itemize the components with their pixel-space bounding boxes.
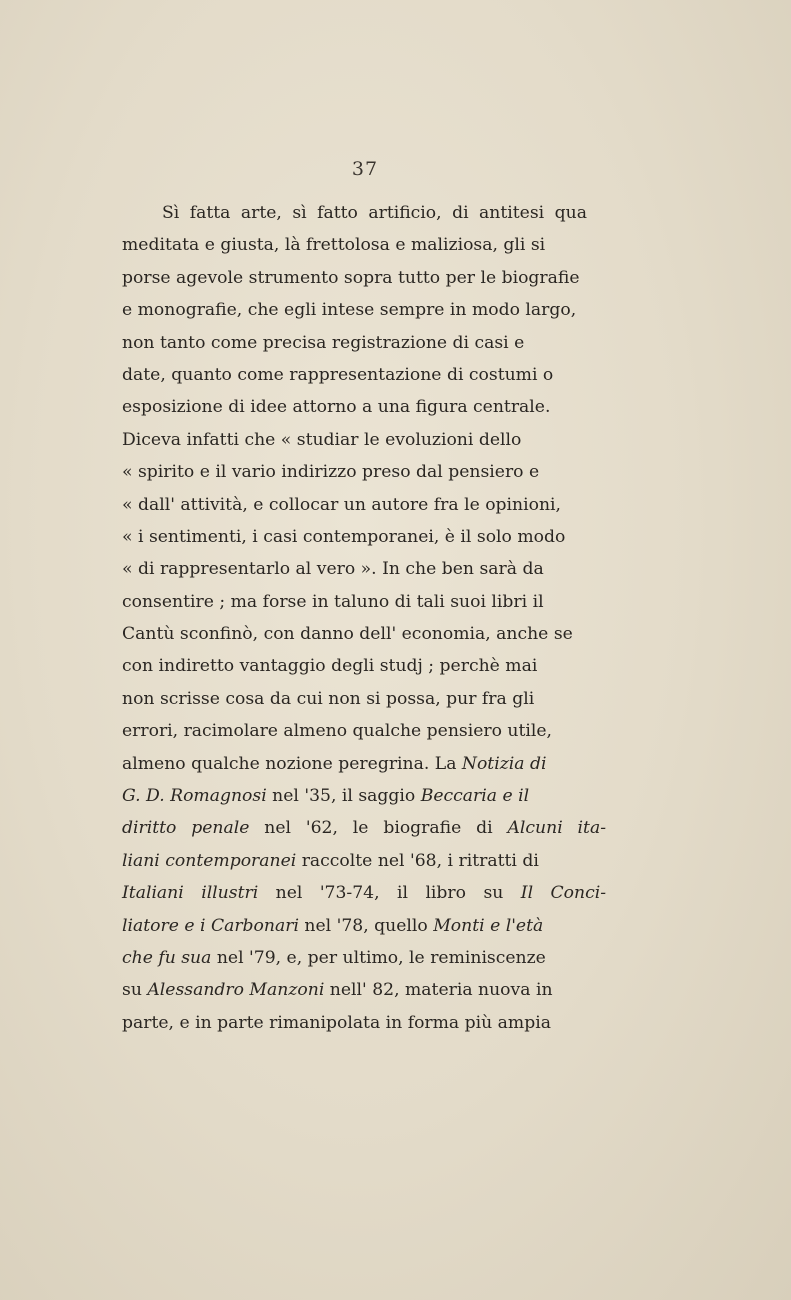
text-segment: « spirito e il vario indirizzo preso dal pensiero e: [122, 462, 540, 483]
body-text: [122, 197, 606, 1039]
text-line: [122, 586, 606, 618]
text-line: [122, 391, 606, 423]
page-number: 37: [351, 158, 379, 180]
text-line: [122, 229, 606, 261]
text-line: [122, 683, 606, 715]
text-line: [122, 942, 606, 974]
text-segment: nell' 82, materia nuova in: [324, 980, 553, 1001]
text-segment: « di rappresentarlo al vero ». In che ben sarà da: [122, 559, 544, 580]
text-segment: nel '79, e, per ultimo, le reminiscenze: [211, 947, 546, 968]
text-line: [122, 521, 606, 553]
italic-text: diritto penale: [122, 818, 250, 839]
text-segment: errori, racimolare almeno qualche pensiero utile,: [122, 721, 553, 742]
text-segment: esposizione di idee attorno a una figura centrale.: [122, 397, 551, 418]
text-line: [122, 618, 606, 650]
text-segment: Cantù sconfinò, con danno dell' economia, anche se: [122, 624, 573, 645]
italic-text: Monti e l'età: [433, 915, 544, 936]
italic-text: Alessandro Manzoni: [147, 980, 325, 1001]
italic-text: liani contemporanei: [122, 850, 297, 871]
text-line: [122, 910, 606, 942]
text-line: [122, 748, 606, 780]
text-line: [122, 845, 606, 877]
text-segment: almeno qualche nozione peregrina. La: [122, 753, 462, 774]
text-segment: non scrisse cosa da cui non si possa, pur fra gli: [122, 688, 535, 709]
text-line: [122, 715, 606, 747]
text-segment: porse agevole strumento sopra tutto per le biografie: [122, 267, 580, 288]
italic-text: Italiani illustri: [122, 883, 259, 904]
text-line: [122, 812, 606, 844]
text-line: [122, 359, 606, 391]
text-line: [122, 650, 606, 682]
text-line: [122, 197, 606, 229]
text-segment: nel '62, le biografie di: [249, 818, 508, 839]
text-segment: non tanto come precisa registrazione di casi e: [122, 332, 525, 353]
text-segment: e monografie, che egli intese sempre in modo largo,: [122, 300, 577, 321]
text-segment: nel '35, il saggio: [266, 786, 421, 807]
italic-text: liatore e i Carbonari: [122, 915, 299, 936]
text-line: [122, 489, 606, 521]
text-line: [122, 424, 606, 456]
italic-text: Beccaria e il: [420, 786, 530, 807]
text-line: [122, 780, 606, 812]
text-segment: consentire ; ma forse in taluno di tali suoi libri il: [122, 591, 544, 612]
text-line: [122, 327, 606, 359]
text-segment: Sì fatta arte, sì fatto artificio, di antitesi qua: [162, 203, 587, 223]
text-line: [122, 456, 606, 488]
text-segment: Diceva infatti che « studiar le evoluzioni dello: [122, 429, 522, 450]
text-line: [122, 262, 606, 294]
text-line: [122, 877, 606, 909]
text-segment: meditata e giusta, là frettolosa e maliziosa, gli si: [122, 235, 546, 256]
italic-text: Alcuni ita-: [507, 818, 607, 839]
text-segment: su: [122, 980, 148, 1001]
italic-text: Il Conci-: [520, 883, 607, 904]
text-segment: « dall' attività, e collocar un autore fra le opinioni,: [122, 494, 561, 515]
text-line: [122, 553, 606, 585]
text-segment: raccolte nel '68, i ritratti di: [296, 850, 539, 871]
text-segment: con indiretto vantaggio degli studj ; perchè mai: [122, 656, 538, 677]
italic-text: che fu sua: [122, 947, 212, 968]
text-segment: parte, e in parte rimanipolata in forma più ampia: [122, 1012, 551, 1033]
text-line: [122, 1007, 606, 1039]
text-line: [122, 974, 606, 1006]
italic-text: G. D. Romagnosi: [122, 786, 267, 807]
text-segment: « i sentimenti, i casi contemporanei, è il solo modo: [122, 526, 566, 547]
italic-text: Notizia di: [461, 753, 547, 774]
text-segment: nel '73-74, il libro su: [258, 883, 521, 904]
text-segment: date, quanto come rappresentazione di costumi o: [122, 364, 554, 385]
text-line: [122, 294, 606, 326]
text-segment: nel '78, quello: [298, 915, 434, 936]
